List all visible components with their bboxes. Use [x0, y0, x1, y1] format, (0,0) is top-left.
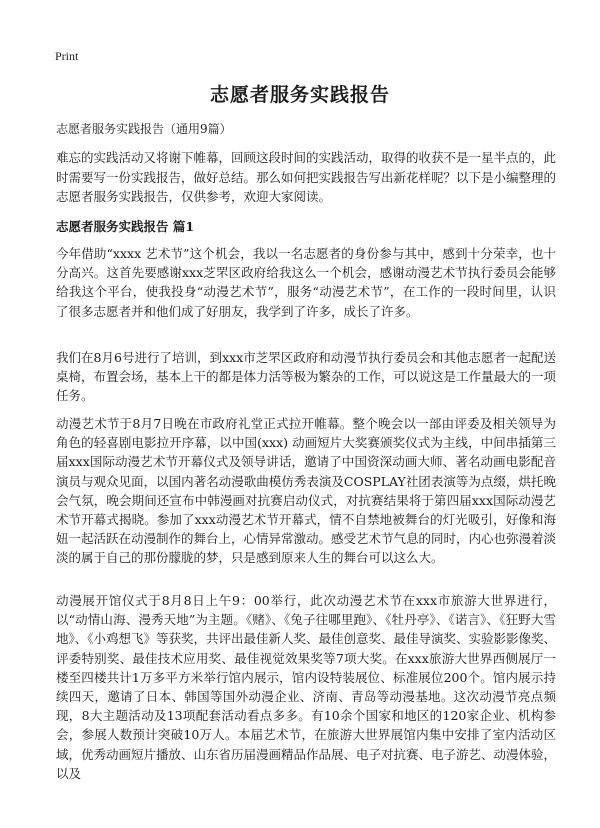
body-paragraph-1: 今年借助“xxxx 艺术节”这个机会，我以一名志愿者的身份参与其中，感到十分荣幸，也十分高兴。这首先要感谢xxx芝罘区政府给我这么一个机会，感谢动漫艺术节执行委员会能够给我这个平台，使我投身“动漫艺术节”，服务“动漫艺术节”，在工作的一段时间里，认识了很多志愿者并和他们成了好朋友，我学到了许多，成长了许多。	[56, 246, 556, 319]
intro-paragraph: 难忘的实践活动又将谢下帷幕，回顾这段时间的实践活动，取得的收获不是一星半点的，此时需要写一份实践报告，做好总结。那么如何把实践报告写出新花样呢？以下是小编整理的志愿者服务实践报告，仅供参考，欢迎大家阅读。	[56, 150, 557, 204]
body-paragraph-3: 动漫艺术节于8月7日晚在市政府礼堂正式拉开帷幕。整个晚会以一部由评委及相关领导为角色的轻喜剧电影拉开序幕，以中国(xxx) 动画短片大奖赛颁奖仪式为主线，中间串插第三届xxx国际动漫艺术节开幕仪式及领导讲话，邀请了中国资深动画大师、著名动画电影配音演员与观众见面，以国内著名动漫歌曲模仿秀表演及COSPLAY社团表演等为点缀，烘托晚会气氛，晚会期间还宣布中韩漫画对抗赛启动仪式，对抗赛结果将于第四届xxx国际动漫艺术节开幕式揭晓。参加了xxx动漫艺术节开幕式，情不自禁地被舞台的灯光吸引，好像和海妞一起活跃在动漫制作的舞台上，心情异常激动。感受艺术节气息的同时，内心也弥漫着淡淡的属于自己的那份朦胧的梦，只是感到原来人生的舞台可以这么大。	[56, 416, 557, 566]
print-link[interactable]: Print	[55, 49, 79, 63]
body-paragraph-2: 我们在8月6号进行了培训，到xxx市芝罘区政府和动漫节执行委员会和其他志愿者一起配送桌椅，布置会场，基本上干的都是体力活等极为繁杂的工作，可以说这是工作量最大的一项任务。	[56, 350, 557, 404]
section-heading: 志愿者服务实践报告 篇1	[56, 219, 195, 234]
document-subtitle: 志愿者服务实践报告（通用9篇）	[56, 122, 232, 136]
document-title: 志愿者服务实践报告	[209, 84, 390, 106]
body-paragraph-4: 动漫展开馆仪式于8月8日上午9：00举行，此次动漫艺术节在xxx市旅游大世界进行，以“动情山海、漫秀天地”为主题。《赌》、《兔子往哪里跑》、《牡丹亭》、《诺言》、《狂野大雪地》、《小鸡想飞》等获奖，共评出最佳新人奖、最佳创意奖、最佳导演奖、实验影影像奖、评委特别奖、最佳技术应用奖、最佳视觉效果奖等7项大奖。在xxx旅游大世界西侧展厅一楼至四楼共计1万多平方米举行馆内展示，馆内设特装展位、标准展位200个。馆内展示持续四天，邀请了日本、韩国等国外动漫企业、济南、青岛等动漫基地。这次动漫节亮点频现，8大主题活动及13项配套活动看点多多。有10余个国家和地区的120家企业、机构参会，参展人数预计突破10万人。本届艺术节，在旅游大世界展馆内集中安排了室内活动区域，优秀动画短片播放、山东省历届漫画精品作品展、电子对抗赛、电子游艺、动漫体验，以及	[56, 593, 557, 781]
